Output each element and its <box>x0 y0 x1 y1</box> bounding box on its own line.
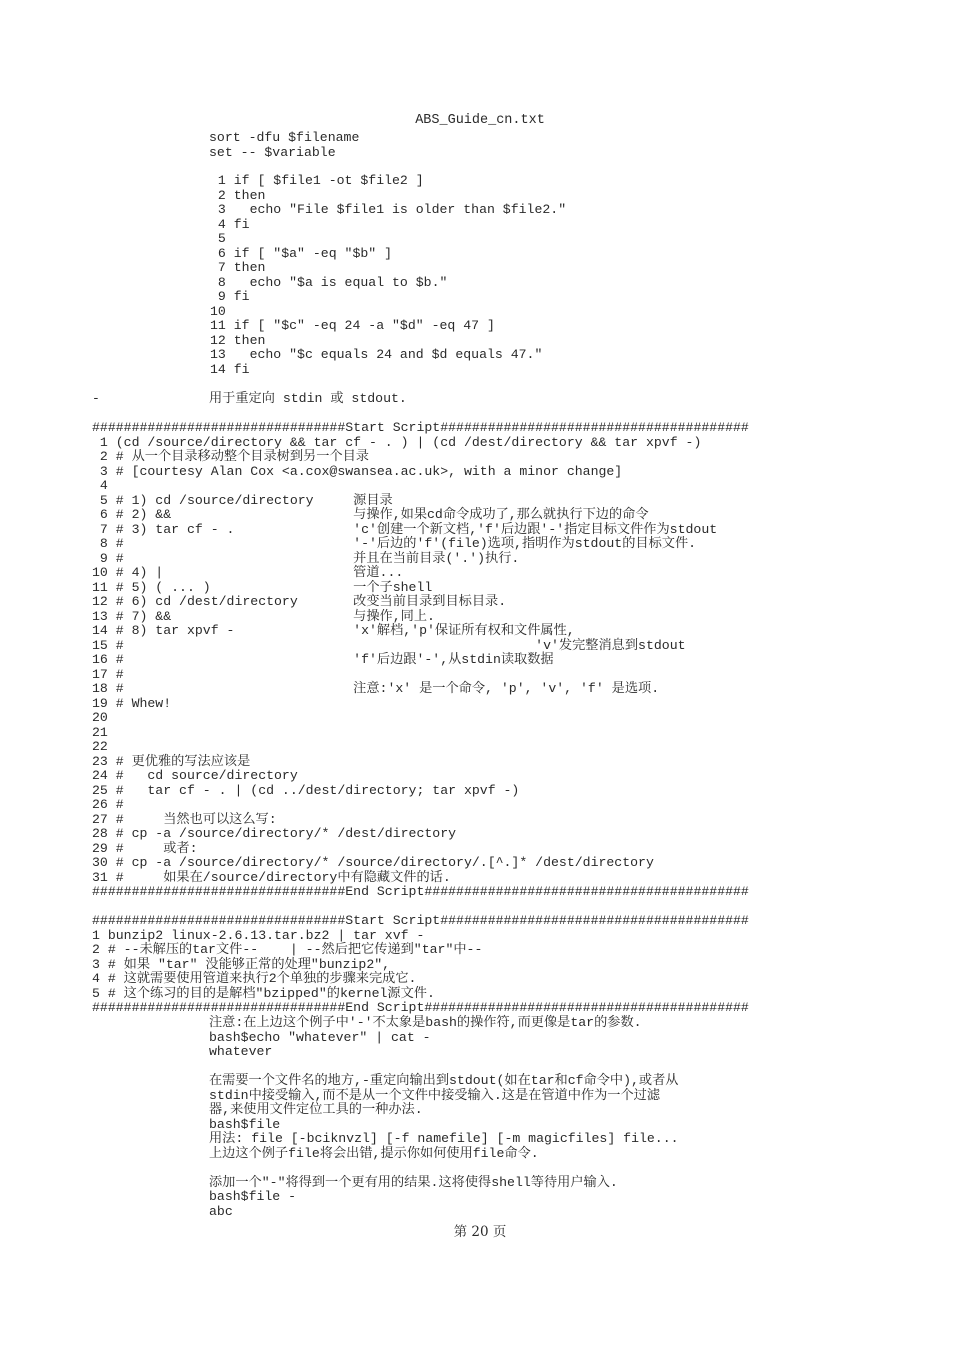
code-line: 11 if [ "$c" -eq 24 -a "$d" -eq 47 ] <box>210 318 495 333</box>
code-line: 29 # 或者: <box>92 840 198 856</box>
code-line: 3 # 如果 "tar" 没能够正常的处理"bunzip2", <box>92 956 391 972</box>
code-line: 6 # 2) && 与操作,如果cd命令成功了,那么就执行下边的命令 <box>92 507 649 522</box>
code-line: 14 # 8) tar xpvf - 'x'解档,'p'保证所有权和文件属性, <box>92 623 575 638</box>
note-line: 用法: file [-bciknvzl] [-f namefile] [-m magicfiles] file... <box>209 1131 679 1146</box>
script-delimiter: ################################End Script######################################### <box>92 884 749 899</box>
code-line: set -- $variable <box>209 144 336 160</box>
code-line: 3 echo "File $file1 is older than $file2." <box>210 202 567 217</box>
notes-block <box>209 1016 929 1219</box>
code-line: 19 # Whew! <box>92 695 172 711</box>
code-line: 27 # 当然也可以这么写: <box>92 811 277 827</box>
code-line: 26 # <box>92 797 124 812</box>
code-line: 5 # 这个练习的目的是解档"bzipped"的kernel源文件. <box>92 985 435 1001</box>
dash-symbol-marker: - <box>92 391 100 406</box>
code-line: 5 # 1) cd /source/directory 源目录 <box>92 492 393 508</box>
code-line: 24 # cd source/directory <box>92 768 298 783</box>
code-line: 8 echo "$a is equal to $b." <box>210 274 448 290</box>
code-line: 30 # cp -a /source/directory/* /source/directory/.[^.]* /dest/directory <box>92 855 654 870</box>
script-block-tar <box>92 421 932 900</box>
code-line: 31 # 如果在/source/directory中有隐藏文件的话. <box>92 869 451 885</box>
code-line: 8 # '-'后边的'f'(file)选项,指明作为stdout的目标文件. <box>92 536 697 551</box>
page-number: 第 20 页 <box>453 1224 507 1240</box>
note-line: whatever <box>209 1044 273 1059</box>
note-line <box>209 1161 929 1176</box>
code-line: 23 # 更优雅的写法应该是 <box>92 753 251 769</box>
code-line: 6 if [ "$a" -eq "$b" ] <box>210 245 393 261</box>
script-delimiter: ################################Start Script####################################### <box>92 913 749 928</box>
code-line: 16 # 'f'后边跟'-',从stdin读取数据 <box>92 652 554 667</box>
code-line: 12 # 6) cd /dest/directory 改变当前目录到目标目录. <box>92 594 507 609</box>
script-delimiter: ################################End Script######################################### <box>92 1000 749 1015</box>
code-line: 4 fi <box>210 216 250 232</box>
code-line: 28 # cp -a /source/directory/* /dest/directory <box>92 826 457 841</box>
script-block-bunzip2 <box>92 914 932 1016</box>
test-examples-block <box>210 174 930 377</box>
code-line: 13 echo "$c equals 24 and $d equals 47." <box>210 347 543 362</box>
note-line: bash$file <box>209 1116 281 1132</box>
code-line: 5 <box>210 231 226 246</box>
code-line: 4 <box>92 478 108 493</box>
code-line: 7 then <box>210 260 266 275</box>
code-line: 15 # 'v'发完整消息到stdout <box>92 637 686 653</box>
code-line: 20 <box>92 710 108 725</box>
note-line: 注意:在上边这个例子中'-'不太象是bash的操作符,而更像是tar的参数. <box>209 1015 642 1030</box>
code-line: 17 # <box>92 666 124 682</box>
code-line: 4 # 这就需要使用管道来执行2个单独的步骤来完成它. <box>92 971 417 986</box>
code-line: 10 <box>210 303 226 319</box>
code-line: 13 # 7) && 与操作,同上. <box>92 608 435 624</box>
note-line: 在需要一个文件名的地方,-重定向输出到stdout(如在tar和cf命令中),或者从 <box>209 1073 679 1088</box>
code-line: 25 # tar cf - . | (cd ../dest/directory; tar xpvf -) <box>92 782 520 798</box>
code-line: 9 fi <box>210 289 250 304</box>
command-examples-top <box>209 131 929 160</box>
script-delimiter: ################################Start Script####################################### <box>92 420 749 435</box>
description-line: 用于重定向 stdin 或 stdout. <box>209 391 407 406</box>
note-line: stdin中接受输入,而不是从一个文件中接受输入.这是在管道中作为一个过滤 <box>209 1087 661 1103</box>
code-line: 2 then <box>210 187 266 203</box>
note-line: 添加一个"-"将得到一个更有用的结果.这将使得shell等待用户输入. <box>209 1174 618 1190</box>
document-title: ABS_Guide_cn.txt <box>415 113 545 128</box>
code-line: 2 # --未解压的tar文件-- | --然后把它传递到"tar"中-- <box>92 942 483 957</box>
code-line: 12 then <box>210 332 266 348</box>
code-line: 11 # 5) ( ... ) 一个子shell <box>92 579 433 595</box>
code-line: 3 # [courtesy Alan Cox <a.cox@swansea.ac.uk>, with a minor change] <box>92 463 623 479</box>
code-line: 22 <box>92 739 108 754</box>
code-line: 1 (cd /source/directory && tar cf - . ) | (cd /dest/directory && tar xpvf -) <box>92 434 702 450</box>
code-line: 2 # 从一个目录移动整个目录树到另一个目录 <box>92 449 369 464</box>
code-line: 21 <box>92 724 108 740</box>
code-line: 1 bunzip2 linux-2.6.13.tar.bz2 | tar xvf - <box>92 927 425 943</box>
code-line: 10 # 4) | 管道... <box>92 565 404 580</box>
note-line <box>209 1060 929 1075</box>
code-line: 7 # 3) tar cf - . 'c'创建一个新文档,'f'后边跟'-'指定目标文件作为stdout <box>92 521 718 537</box>
note-line: abc <box>209 1203 233 1219</box>
code-line: 18 # 注意:'x' 是一个命令, 'p', 'v', 'f' 是选项. <box>92 681 660 696</box>
note-line: 上边这个例子file将会出错,提示你如何使用file命令. <box>209 1145 539 1161</box>
note-line: 器,来使用文件定位工具的一种办法. <box>209 1102 423 1117</box>
code-line: 9 # 并且在当前目录('.')执行. <box>92 550 520 566</box>
code-line: 14 fi <box>210 361 250 377</box>
note-line: bash$file - <box>209 1189 297 1204</box>
note-line: bash$echo "whatever" | cat - <box>209 1029 431 1045</box>
dash-description <box>209 392 929 407</box>
code-line: sort -dfu $filename <box>209 130 360 145</box>
code-line: 1 if [ $file1 -ot $file2 ] <box>210 173 424 188</box>
